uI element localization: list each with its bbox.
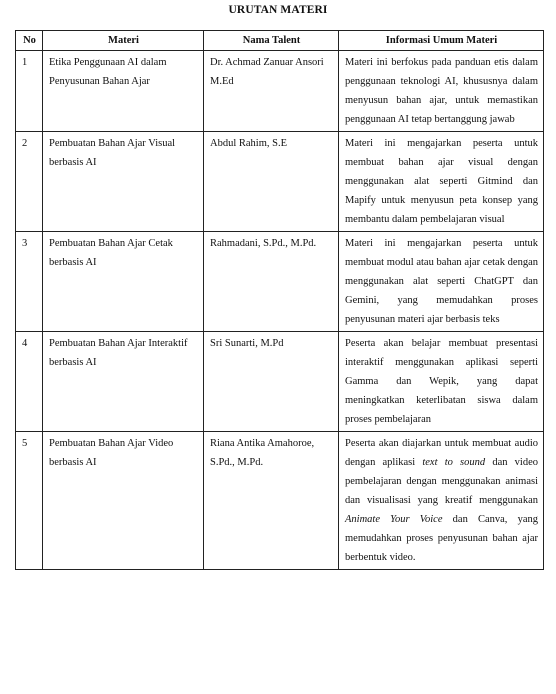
table-body (16, 51, 544, 570)
cell-info (339, 51, 544, 132)
materi-table (15, 30, 544, 570)
cell-materi: Pembuatan Bahan Ajar Cetak berbasis AI (43, 232, 204, 332)
info-text: dan Canva, yang memudahkan proses penyusunan bahan ajar berbentuk video. (345, 514, 538, 563)
header-row (16, 31, 544, 51)
cell-no: 3 (16, 232, 43, 332)
info-text: dan video pembelajaran dengan menggunakan animasi dan visualisasi yang kreatif menggunakan (345, 457, 538, 506)
cell-info (339, 332, 544, 432)
cell-materi: Etika Penggunaan AI dalam Penyusunan Bahan Ajar (43, 51, 204, 132)
cell-materi: Pembuatan Bahan Ajar Visual berbasis AI (43, 132, 204, 232)
cell-no: 2 (16, 132, 43, 232)
cell-materi: Pembuatan Bahan Ajar Video berbasis AI (43, 432, 204, 570)
cell-info (339, 232, 544, 332)
table-row (16, 132, 544, 232)
page-title: URUTAN MATERI (228, 4, 328, 16)
info-text: Materi ini mengajarkan peserta untuk membuat modul atau bahan ajar cetak dengan menggunakan alat seperti ChatGPT dan Gemini, yang memudahkan proses penyusunan materi ajar berbasis teks (345, 238, 538, 325)
cell-no: 1 (16, 51, 43, 132)
cell-talent: Dr. Achmad Zanuar Ansori M.Ed (204, 51, 339, 132)
info-text: Materi ini berfokus pada panduan etis dalam penggunaan teknologi AI, khususnya dalam menyusun bahan ajar, untuk memastikan penggunaan AI tetap bertanggung jawab (345, 57, 538, 125)
info-text: Materi ini mengajarkan peserta untuk membuat bahan ajar visual dengan menggunakan alat seperti Gitmind dan Mapify untuk menyusun peta konsep yang membantu dalam pembelajaran visual (345, 138, 538, 225)
info-text: Peserta akan diajarkan untuk membuat audio dengan aplikasi (345, 438, 538, 468)
header-materi: Materi (43, 31, 204, 51)
cell-info (339, 432, 544, 570)
cell-no: 5 (16, 432, 43, 570)
table-row (16, 432, 544, 570)
cell-talent: Rahmadani, S.Pd., M.Pd. (204, 232, 339, 332)
cell-info (339, 132, 544, 232)
header-info: Informasi Umum Materi (339, 31, 544, 51)
cell-talent: Abdul Rahim, S.E (204, 132, 339, 232)
cell-no: 4 (16, 332, 43, 432)
info-italic-text: text to sound (422, 457, 486, 468)
cell-talent: Sri Sunarti, M.Pd (204, 332, 339, 432)
table-header (16, 31, 544, 51)
table-row (16, 232, 544, 332)
header-talent: Nama Talent (204, 31, 339, 51)
info-italic-text: Animate Your Voice (345, 514, 443, 525)
cell-talent: Riana Antika Amahoroe, S.Pd., M.Pd. (204, 432, 339, 570)
cell-materi: Pembuatan Bahan Ajar Interaktif berbasis AI (43, 332, 204, 432)
info-text: Peserta akan belajar membuat presentasi interaktif menggunakan aplikasi seperti Gamma dan Wepik, yang dapat meningkatkan keterlibatan siswa dalam proses pembelajaran (345, 338, 538, 425)
header-no: No (16, 31, 43, 51)
table-row (16, 332, 544, 432)
table-row (16, 51, 544, 132)
